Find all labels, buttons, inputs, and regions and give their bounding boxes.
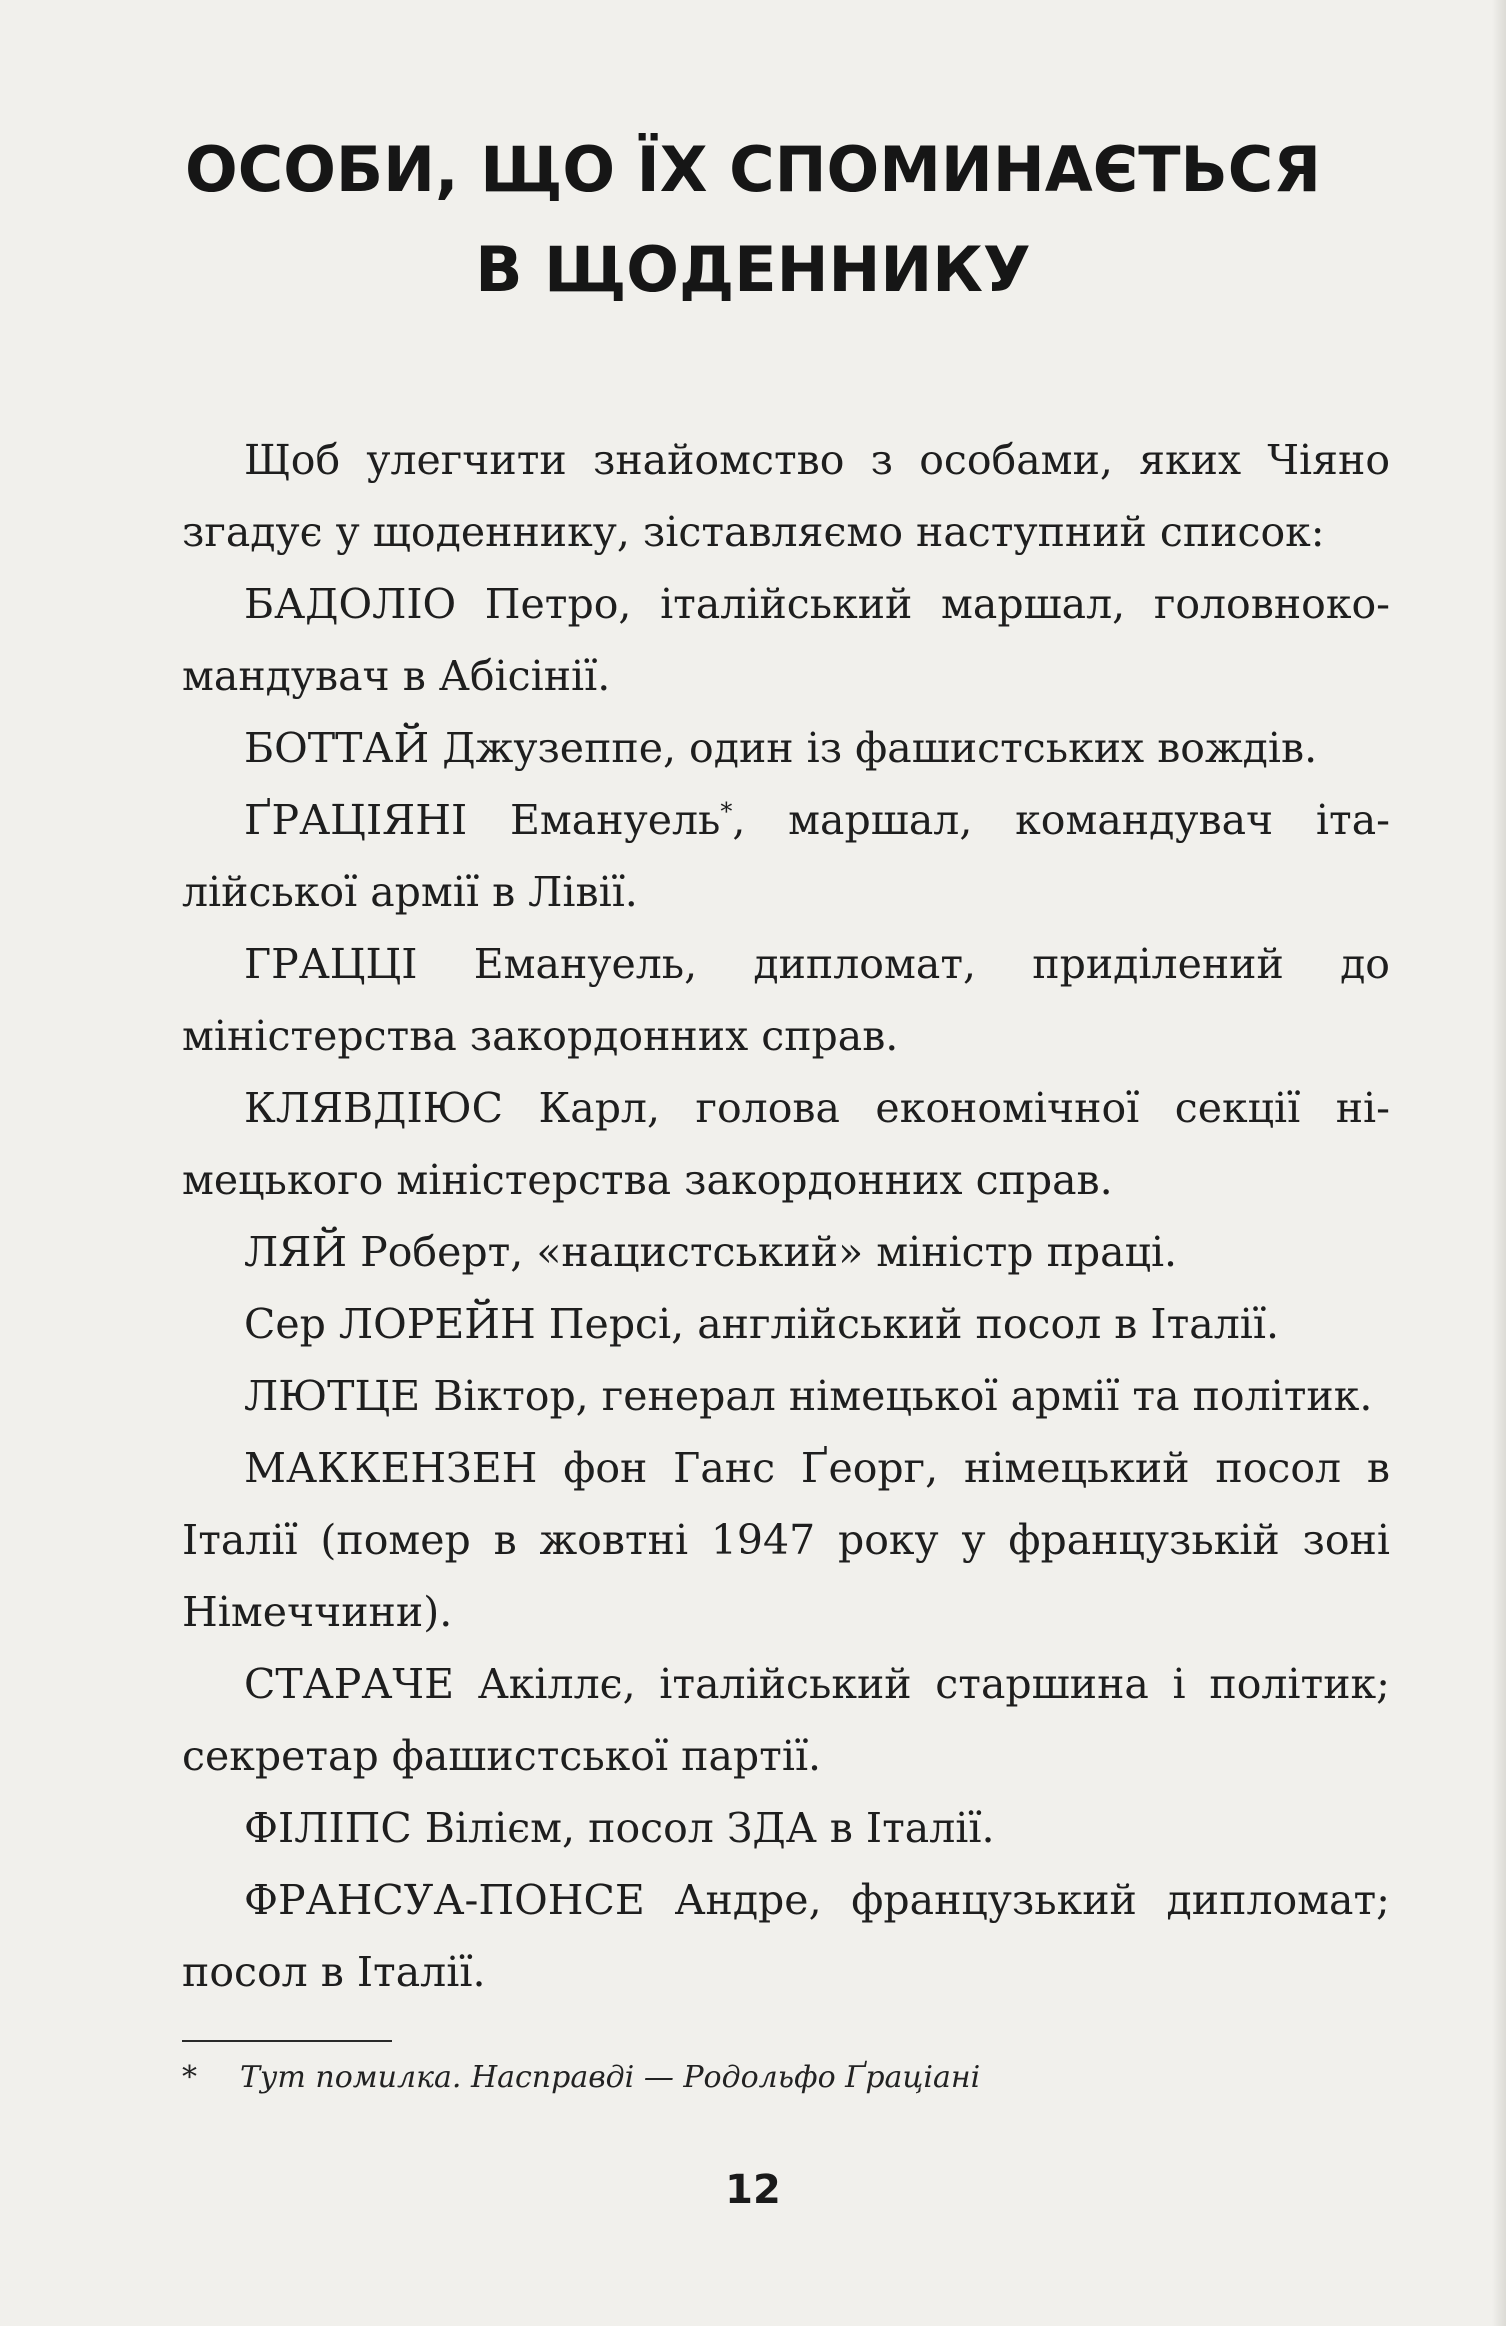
list-entry-mackensen: МАККЕНЗЕН фон Ганс Ґеорг, німецький посол в Італії (помер в жовтні 1947 року у французькій зоні Німеччини). xyxy=(182,1444,1390,1636)
list-entry-lutze: ЛЮТЦЕ Віктор, генерал німецької армії та політик. xyxy=(244,1372,1373,1420)
list-entry-graziani xyxy=(182,784,1390,928)
list-entry-graziani-rest: , маршал, командувач італійської армії в Лівії. xyxy=(182,796,1390,916)
footnote-reference: * xyxy=(720,797,733,826)
list-entry-francois-poncet: ФРАНСУА-ПОНСЕ Андре, французький дипломат; посол в Італії. xyxy=(182,1876,1390,1996)
page-title xyxy=(0,120,1506,320)
list-entry-ley: ЛЯЙ Роберт, «нацистський» міністр праці. xyxy=(244,1228,1178,1276)
list-entry-badoglio: БАДОЛІО Петро, італійський маршал, головнокомандувач в Абісінії. xyxy=(182,580,1390,700)
list-entry-starace: СТАРАЧЕ Акіллє, італійський старшина і політик; секретар фашистської партії. xyxy=(182,1660,1390,1780)
page-title-line-2: В ЩОДЕННИКУ xyxy=(475,233,1031,306)
footnote-text: Тут помилка. Насправді — Родольфо Ґраціані xyxy=(240,2060,981,2095)
footnote xyxy=(182,2054,1382,2102)
list-entry-loraine: Сер ЛОРЕЙН Персі, англійський посол в Італії. xyxy=(244,1300,1280,1348)
list-entry-bottai: БОТТАЙ Джузеппе, один із фашистських вождів. xyxy=(244,724,1318,772)
list-entry-phillips: ФІЛІПС Вілієм, посол ЗДА в Італії. xyxy=(244,1804,995,1852)
list-entry-graziani-name: ҐРАЦІЯНІ Емануель xyxy=(244,796,721,844)
footnote-mark: * xyxy=(182,2060,197,2095)
page-title-line-1: ОСОБИ, ЩО ЇХ СПОМИНАЄТЬСЯ xyxy=(185,133,1321,206)
body-text xyxy=(182,424,1390,2008)
list-entry-clodius: КЛЯВДІЮС Карл, голова економічної секції німецького міністерства закордонних справ. xyxy=(182,1084,1390,1204)
footnote-divider xyxy=(182,2040,392,2042)
list-entry-grazzi: ГРАЦЦІ Емануель, дипломат, приділений до міністерства закордонних справ. xyxy=(182,940,1390,1060)
page-edge xyxy=(1492,0,1506,2326)
paragraph-intro: Щоб улегчити знайомство з особами, яких Чіяно згадує у щоденнику, зіставляємо наступний список: xyxy=(182,436,1390,556)
page-number: 12 xyxy=(725,2167,781,2213)
